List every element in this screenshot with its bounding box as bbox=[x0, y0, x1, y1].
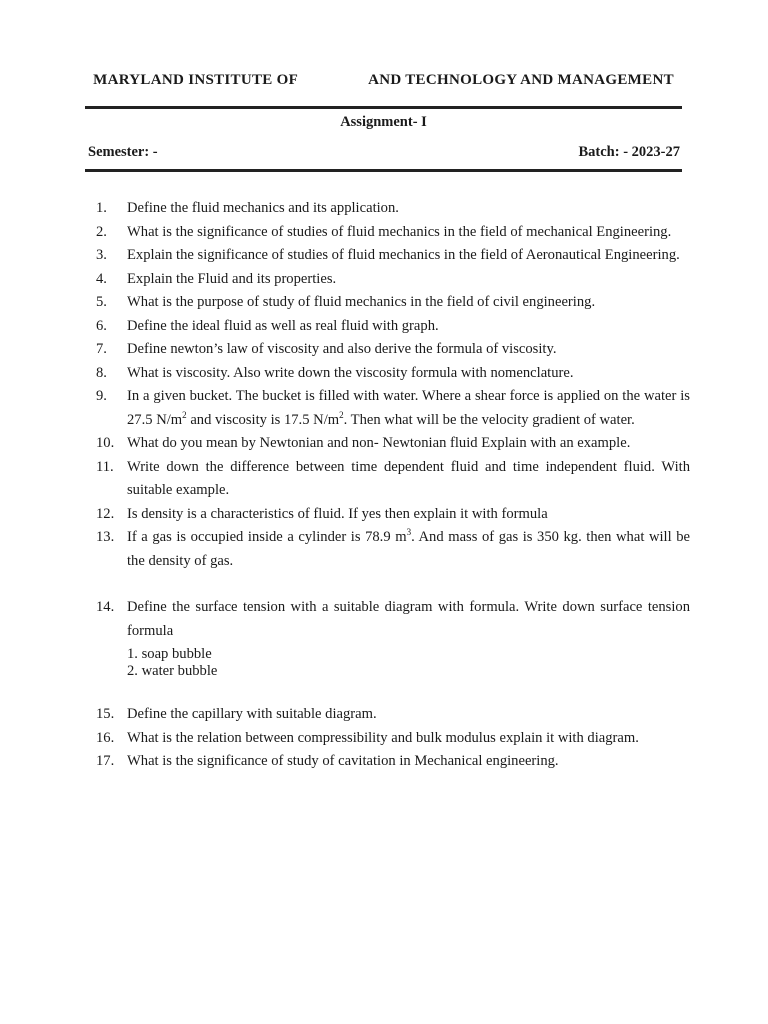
question-item bbox=[96, 750, 690, 774]
question-number: 1. bbox=[96, 200, 107, 216]
question-item bbox=[96, 503, 690, 527]
question-number: 13. bbox=[96, 529, 115, 545]
question-text-segment: . Then what will be the velocity gradient of water. bbox=[343, 411, 635, 428]
question-text-segment: Is density is a characteristics of fluid. If yes then explain it with formula bbox=[127, 505, 548, 522]
question-number: 6. bbox=[96, 317, 107, 334]
question-text-segment: Define the fluid mechanics and its application. bbox=[127, 200, 399, 216]
question-item bbox=[96, 291, 690, 315]
institute-name-right: AND TECHNOLOGY AND MANAGEMENT bbox=[368, 72, 674, 88]
question-text bbox=[127, 703, 690, 727]
superscript-text: 3 bbox=[406, 527, 412, 538]
question-number: 14. bbox=[96, 599, 115, 615]
question-text bbox=[127, 338, 690, 362]
question-number: 10. bbox=[96, 435, 115, 451]
question-text bbox=[127, 727, 690, 751]
question-text bbox=[127, 526, 690, 573]
question-item bbox=[96, 315, 690, 339]
question-text-segment: Explain the significance of studies of fluid mechanics in the field of Aeronautical Engineering. bbox=[127, 247, 680, 263]
question-sub-item: 2. water bubble bbox=[127, 663, 218, 679]
question-text bbox=[127, 432, 690, 456]
institute-title-row bbox=[85, 72, 682, 89]
question-text-segment: What is the significance of study of cavitation in Mechanical engineering. bbox=[127, 753, 559, 769]
question-text bbox=[127, 291, 690, 315]
question-text-segment: If a gas is occupied inside a cylinder is 78.9 m bbox=[127, 529, 407, 545]
question-item bbox=[96, 526, 690, 573]
question-list bbox=[96, 197, 690, 774]
question-item bbox=[96, 268, 690, 292]
question-item bbox=[96, 432, 690, 456]
question-text-segment: What is viscosity. Also write down the viscosity formula with nomenclature. bbox=[127, 364, 574, 381]
question-item bbox=[96, 456, 690, 503]
question-number: 7. bbox=[96, 341, 107, 357]
question-sub-item: 1. soap bubble bbox=[127, 646, 212, 662]
question-text-segment: What is the significance of studies of fluid mechanics in the field of mechanical Engineering. bbox=[127, 223, 672, 240]
question-text-segment: What do you mean by Newtonian and non- Newtonian fluid Explain with an example. bbox=[127, 435, 631, 451]
question-number: 8. bbox=[96, 364, 107, 381]
question-text-segment: Define the ideal fluid as well as real fluid with graph. bbox=[127, 317, 439, 334]
question-number: 11. bbox=[96, 458, 114, 475]
question-text bbox=[127, 750, 690, 774]
question-number: 12. bbox=[96, 505, 115, 522]
question-item bbox=[96, 197, 690, 221]
question-item bbox=[96, 727, 690, 751]
question-text bbox=[127, 362, 690, 386]
institute-name-left: MARYLAND INSTITUTE OF bbox=[93, 72, 299, 88]
question-text-segment: Explain the Fluid and its properties. bbox=[127, 270, 337, 287]
question-text-segment: Write down the difference between time dependent fluid and time independent fluid. With suitable example. bbox=[127, 458, 690, 498]
question-number: 15. bbox=[96, 706, 115, 722]
question-text bbox=[127, 385, 690, 432]
question-text bbox=[127, 315, 690, 339]
question-number: 3. bbox=[96, 247, 107, 263]
batch-label: Batch: - 2023-27 bbox=[578, 144, 680, 160]
question-text-segment: . And mass of gas is 350 kg. then what will be the density of gas. bbox=[127, 529, 690, 569]
question-text-segment: and viscosity is 17.5 N/m bbox=[186, 411, 340, 428]
question-text-segment: Define newton’s law of viscosity and also derive the formula of viscosity. bbox=[127, 341, 557, 357]
question-number: 17. bbox=[96, 753, 115, 769]
header-divider-bottom bbox=[85, 169, 682, 172]
question-text bbox=[127, 268, 690, 292]
superscript-text: 2 bbox=[182, 409, 187, 420]
question-text-segment: In a given bucket. The bucket is filled with water. Where a shear force is applied on the water is 27.5 N/m bbox=[127, 388, 690, 428]
question-text bbox=[127, 503, 690, 527]
question-text-segment: Define the surface tension with a suitable diagram with formula. Write down surface tension formula bbox=[127, 599, 690, 639]
question-sub-list bbox=[127, 646, 690, 680]
question-item bbox=[96, 385, 690, 432]
question-text bbox=[127, 244, 690, 268]
question-item bbox=[96, 703, 690, 727]
question-number: 16. bbox=[96, 729, 115, 746]
question-number: 4. bbox=[96, 270, 107, 287]
question-item bbox=[96, 244, 690, 268]
question-item bbox=[96, 362, 690, 386]
header-divider-top bbox=[85, 106, 682, 109]
question-text bbox=[127, 221, 690, 245]
question-item bbox=[96, 596, 690, 680]
question-text-segment: Define the capillary with suitable diagram. bbox=[127, 706, 377, 722]
semester-batch-row bbox=[88, 144, 680, 161]
question-number: 2. bbox=[96, 223, 107, 240]
question-number: 5. bbox=[96, 294, 107, 310]
assignment-title: Assignment- I bbox=[340, 114, 427, 130]
question-text bbox=[127, 456, 690, 503]
question-item bbox=[96, 338, 690, 362]
question-number: 9. bbox=[96, 388, 107, 404]
question-item bbox=[96, 221, 690, 245]
semester-label: Semester: - bbox=[88, 144, 158, 160]
question-text-segment: What is the purpose of study of fluid mechanics in the field of civil engineering. bbox=[127, 294, 596, 310]
superscript-text: 2 bbox=[339, 409, 344, 420]
question-text-segment: What is the relation between compressibility and bulk modulus explain it with diagram. bbox=[127, 729, 639, 746]
question-text bbox=[127, 596, 690, 680]
question-text bbox=[127, 197, 690, 221]
